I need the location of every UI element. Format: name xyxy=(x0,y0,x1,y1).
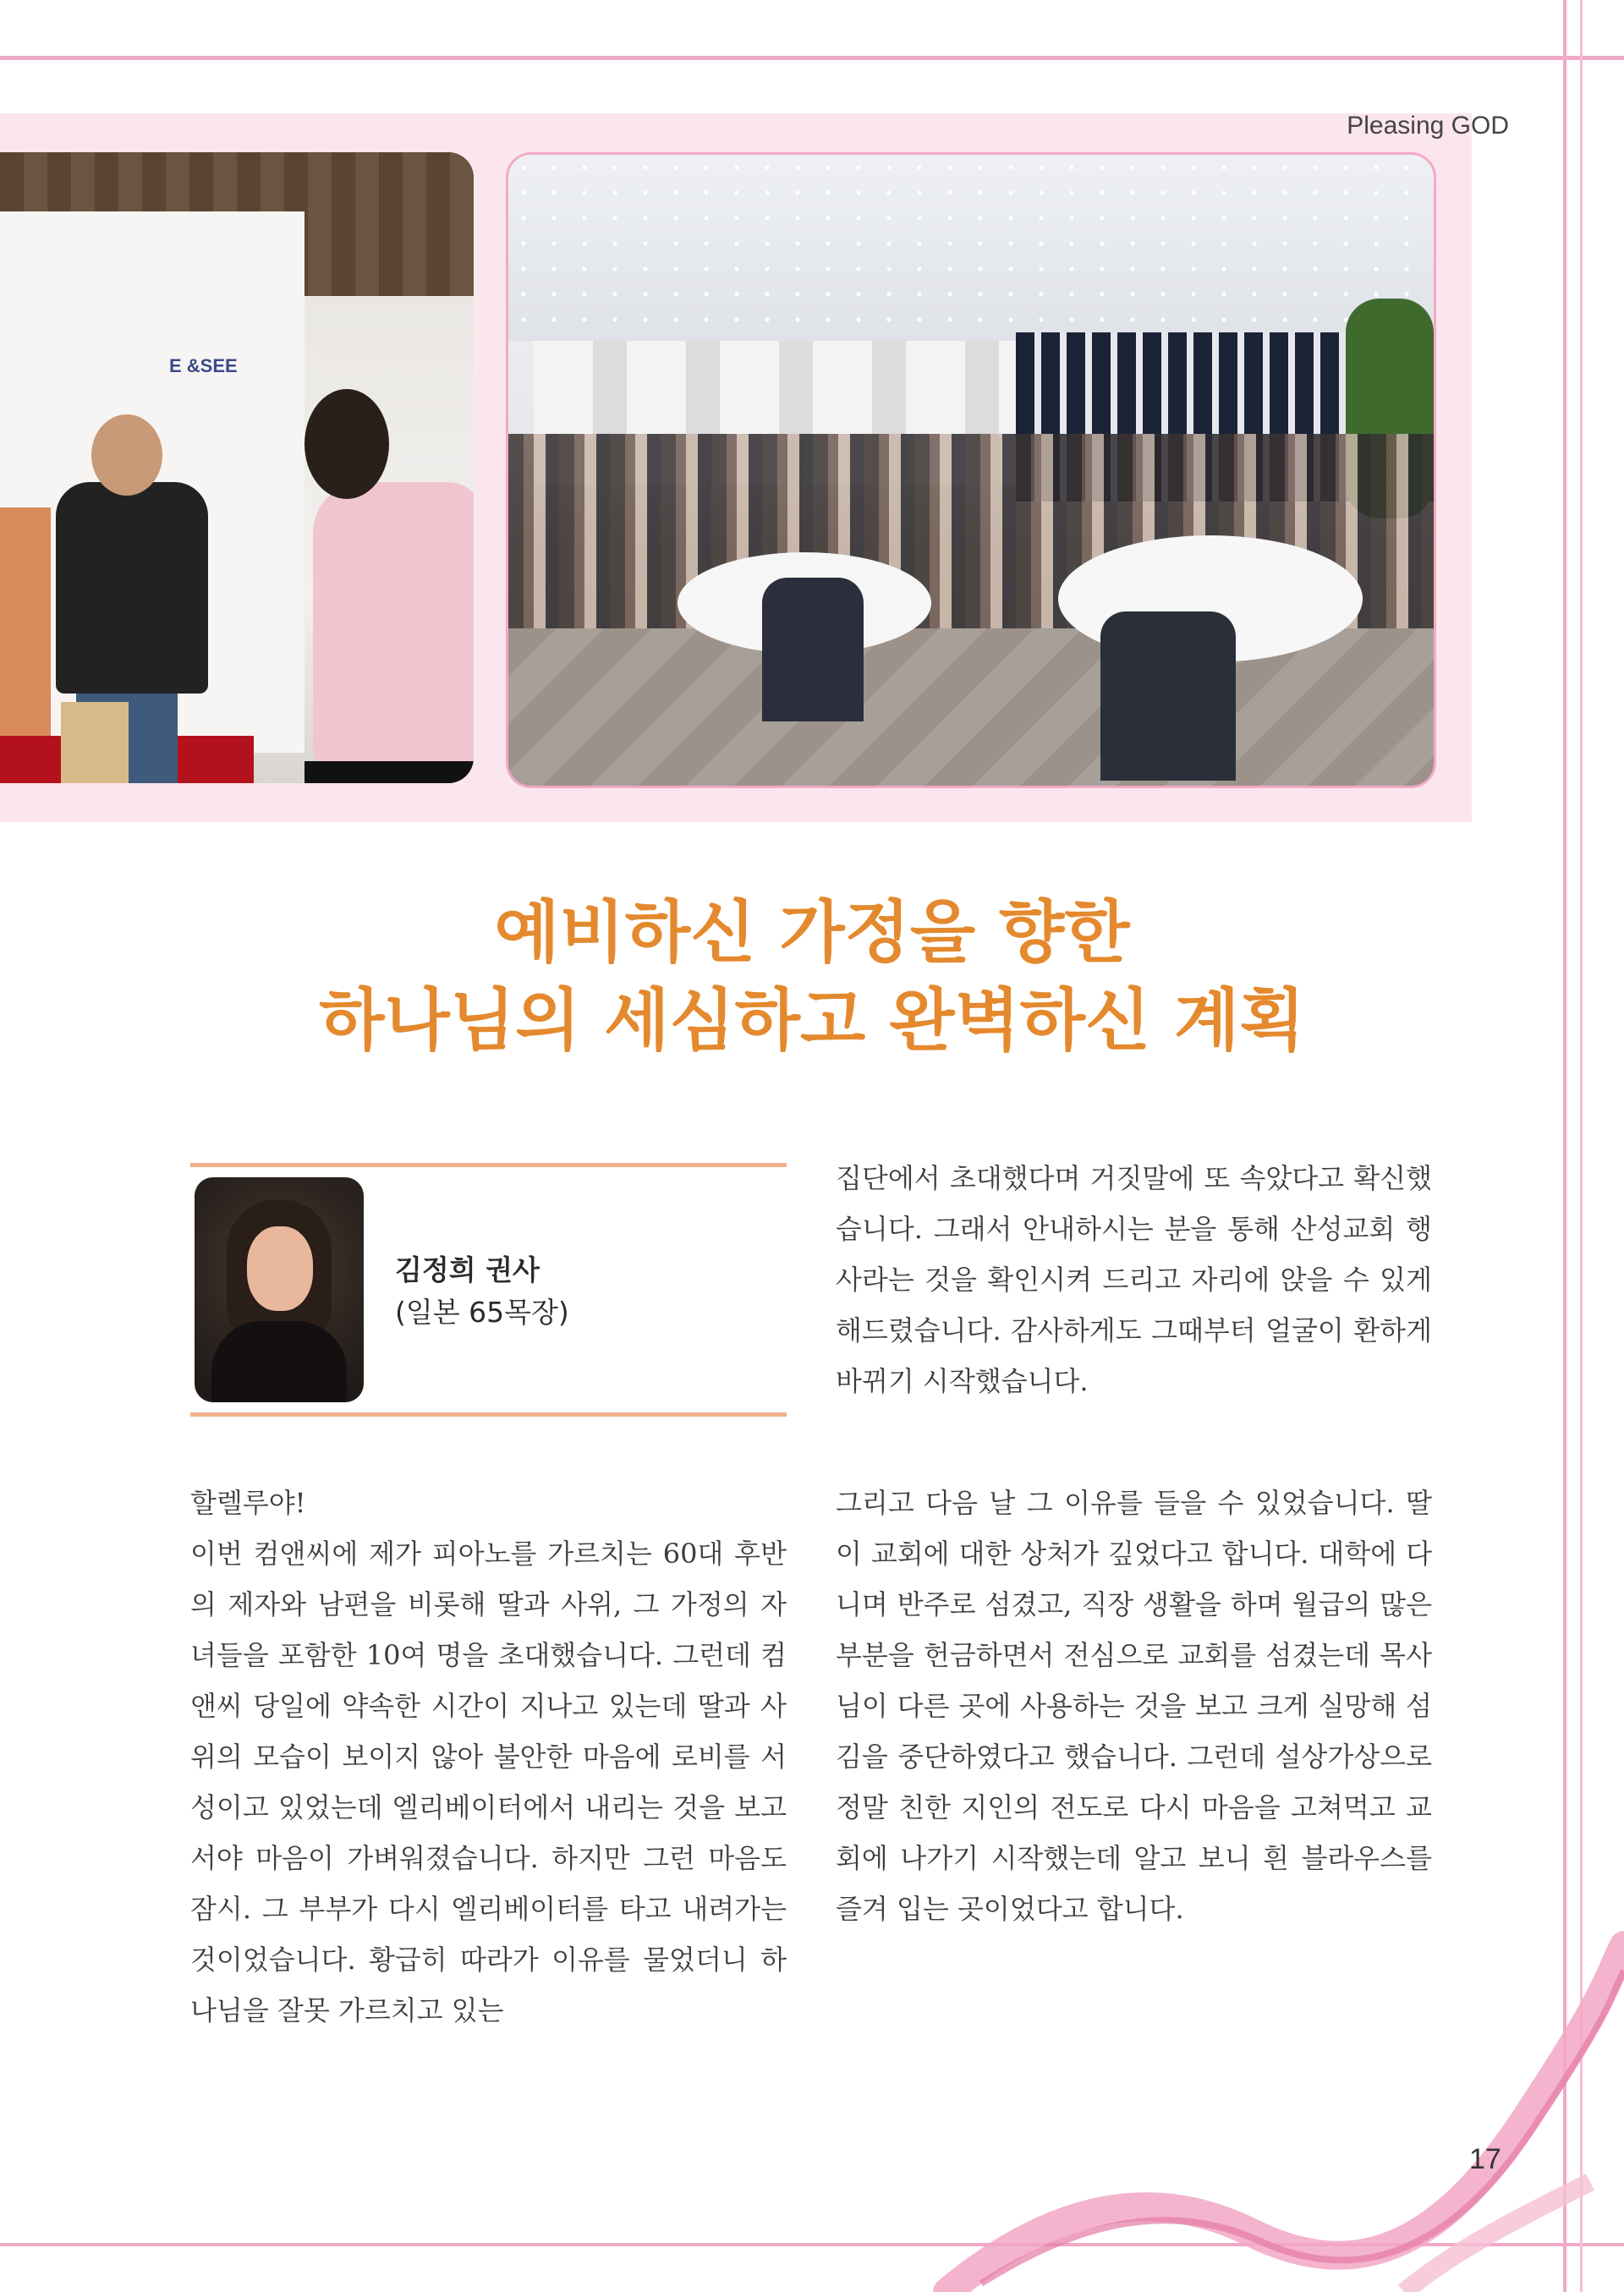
woman-pink-shirt xyxy=(313,482,474,761)
banner-logo-text: E &SEE xyxy=(169,355,238,376)
photo-banquet-hall xyxy=(506,152,1436,788)
chair-with-coat xyxy=(1100,611,1236,781)
body-column-left xyxy=(190,1478,787,2036)
tiled-floor xyxy=(508,628,1434,786)
woman-pants xyxy=(304,761,474,783)
body-paragraph: 집단에서 초대했다며 거짓말에 또 속았다고 확신했습니다. 그래서 안내하시는 분을 통해 산성교회 행사라는 것을 확인시켜 드리고 자리에 앉을 수 있게 해드렸습니다. 감사하게도 그때부터 얼굴이 환하게 바뀌기 시작했습니다. xyxy=(836,1162,1432,1397)
chair-with-coat xyxy=(762,578,864,721)
top-border-line xyxy=(0,56,1624,60)
author-rule-top xyxy=(190,1163,787,1167)
body-paragraph: 이번 컴앤씨에 제가 피아노를 가르치는 60대 후반의 제자와 남편을 비롯해 딸과 사위, 그 가정의 자녀들을 포함한 10여 명을 초대했습니다. 그런데 컴앤씨 당일에 약속한 시간이 지나고 있는데 딸과 사위의 모습이 보이지 않아 불안한 마음에 로비를 서성이고 있었는데 엘리베이터에서 내리는 것을 보고서야 마음이 가벼워졌습니다. 하지만 그런 마음도 잠시. 그 부부가 다시 엘리베이터를 타고 내려가는 것이었습니다. 황급히 따라가 이유를 물었더니 하나님을 잘못 가르치고 있는 xyxy=(190,1538,787,2026)
photo-reception xyxy=(0,152,474,783)
gift-bag xyxy=(61,702,129,783)
body-column-right-bottom xyxy=(836,1478,1432,1934)
ceiling-lights xyxy=(508,155,1434,341)
section-header: Pleasing GOD xyxy=(1347,112,1509,140)
author-role: (일본 65목장) xyxy=(395,1296,569,1329)
pink-ribbon-decoration xyxy=(930,1928,1624,2292)
title-line-1: 예비하신 가정을 향한 xyxy=(494,892,1130,972)
body-column-right-top xyxy=(836,1153,1432,1406)
title-line-2: 하나님의 세심하고 완벽하신 계획 xyxy=(319,980,1305,1060)
author-photo xyxy=(195,1177,364,1402)
man-jacket xyxy=(56,482,208,694)
author-rule-bottom xyxy=(190,1412,787,1417)
author-face xyxy=(247,1226,313,1311)
body-paragraph: 그리고 다음 날 그 이유를 들을 수 있었습니다. 딸이 교회에 대한 상처가 깊었다고 합니다. 대학에 다니며 반주로 섬겼고, 직장 생활을 하며 월급의 많은 부분을 헌금하면서 전심으로 교회를 섬겼는데 목사님이 다른 곳에 사용하는 것을 보고 크게 실망해 섬김을 중단하였다고 했습니다. 그런데 설상가상으로 정말 친한 지인의 전도로 다시 마음을 고쳐먹고 교회에 나가기 시작했는데 알고 보니 흰 블라우스를 즐겨 입는 곳이었다고 합니다. xyxy=(836,1487,1432,1925)
page-number: 17 xyxy=(1469,2143,1501,2175)
man-head xyxy=(91,414,162,496)
article-title xyxy=(0,888,1624,1064)
woman-head xyxy=(304,389,389,499)
author-coat xyxy=(211,1321,347,1402)
author-name: 김정희 권사 xyxy=(395,1253,540,1286)
body-paragraph: 할렐루야! xyxy=(190,1487,306,1519)
